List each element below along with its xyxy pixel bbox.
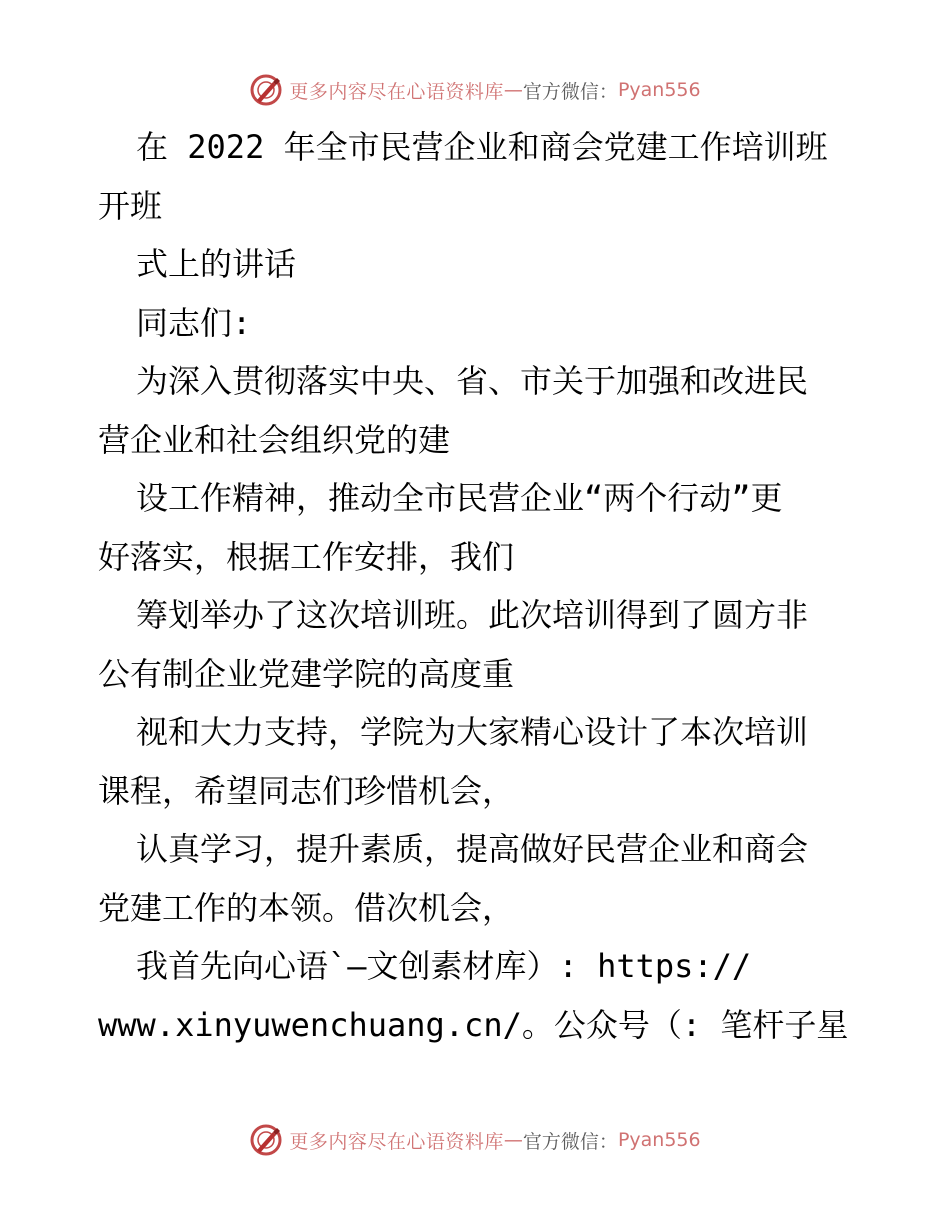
- banner-wechat-label: 官方微信：: [522, 80, 618, 103]
- footer-banner: [0, 1120, 950, 1160]
- body-line: 筹划举办了这次培训班。此次培训得到了圆方非: [136, 596, 809, 634]
- body-line: 公有制企业党建学院的高度重: [98, 654, 515, 693]
- banner-separator: —: [503, 1129, 523, 1151]
- body-line: 好落实，根据工作安排，我们: [98, 537, 515, 576]
- body-line: 我首先向心语`—文创素材库）: https://: [136, 947, 752, 985]
- banner-separator: —: [503, 79, 523, 101]
- body-line: 为深入贯彻落实中央、省、市关于加强和改进民: [136, 362, 809, 400]
- title-line-1: 在 2022 年全市民营企业和商会党建工作培训班: [136, 128, 828, 166]
- body-line: 认真学习，提升素质，提高做好民营企业和商会: [136, 830, 809, 868]
- body-line: 设工作精神，推动全市民营企业“两个行动”更: [136, 479, 783, 517]
- body-line: www.xinyuwenchuang.cn/。公众号（: 笔杆子星: [98, 1005, 849, 1044]
- body-line: 课程，希望同志们珍惜机会，: [98, 771, 515, 810]
- title-line-3: 式上的讲话: [136, 245, 297, 283]
- banner-text: 更多内容尽在心语资料库: [289, 1130, 504, 1153]
- salutation: 同志们:: [136, 303, 252, 342]
- banner-wechat-id: Pyan556: [617, 79, 701, 101]
- header-banner: [0, 70, 950, 110]
- pen-logo-icon: [249, 1123, 283, 1157]
- banner-wechat-label: 官方微信：: [522, 1130, 618, 1153]
- banner-text: 更多内容尽在心语资料库: [289, 80, 504, 103]
- banner-wechat-id: Pyan556: [617, 1129, 701, 1151]
- title-line-2: 开班: [98, 186, 163, 225]
- body-line: 视和大力支持，学院为大家精心设计了本次培训: [136, 713, 809, 751]
- pen-logo-icon: [249, 73, 283, 107]
- body-line: 营企业和社会组织党的建: [98, 420, 451, 459]
- document-body: [98, 118, 858, 1054]
- body-line: 党建工作的本领。借次机会，: [98, 888, 515, 927]
